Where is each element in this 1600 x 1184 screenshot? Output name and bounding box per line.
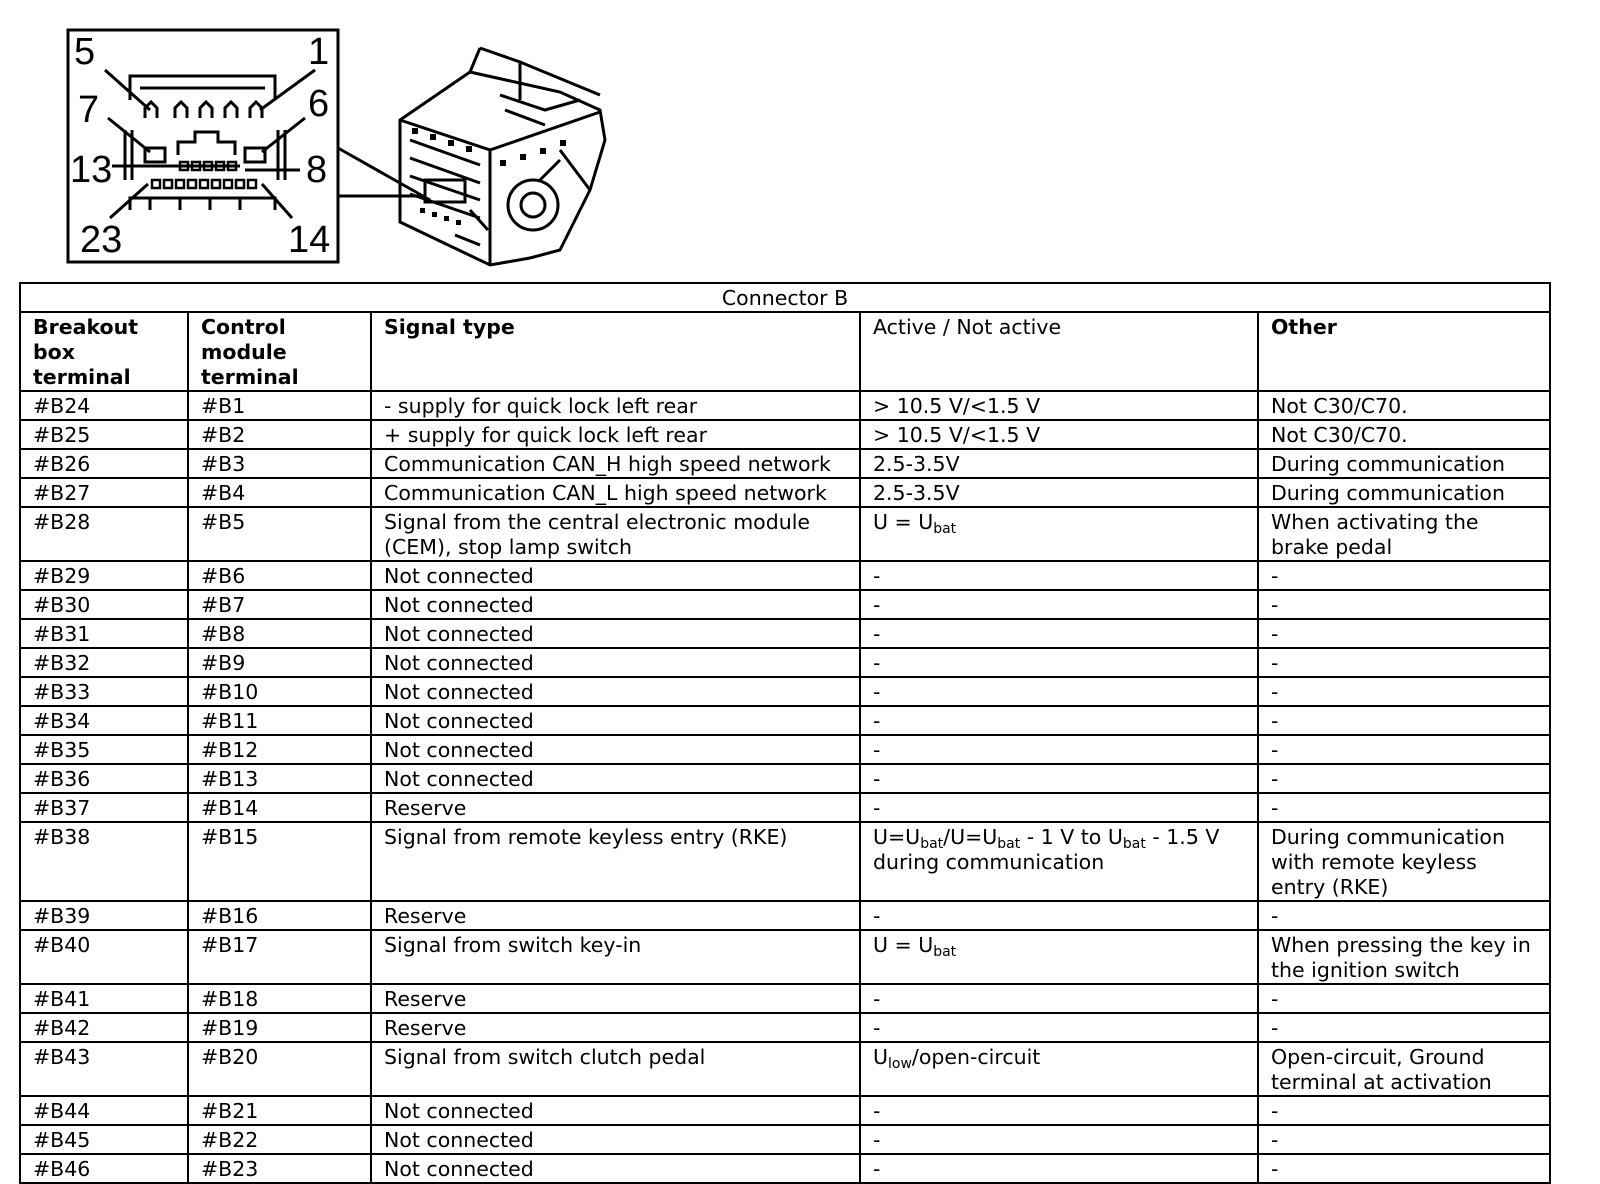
cell-signal-type: Reserve (371, 793, 860, 822)
cell-signal-type: Not connected (371, 619, 860, 648)
cell-control-terminal: #B23 (188, 1154, 371, 1183)
cell-breakout-terminal: #B42 (20, 1013, 188, 1042)
cell-signal-type: Signal from switch clutch pedal (371, 1042, 860, 1096)
cell-breakout-terminal: #B41 (20, 984, 188, 1013)
cell-signal-type: Not connected (371, 648, 860, 677)
cell-control-terminal: #B3 (188, 449, 371, 478)
cell-signal-type: Reserve (371, 984, 860, 1013)
cell-control-terminal: #B8 (188, 619, 371, 648)
cell-signal-type: Communication CAN_L high speed network (371, 478, 860, 507)
cell-control-terminal: #B16 (188, 901, 371, 930)
cell-active-not-active: - (860, 561, 1258, 590)
cell-control-terminal: #B22 (188, 1125, 371, 1154)
cell-other: - (1258, 1125, 1550, 1154)
subscript: low (888, 1056, 912, 1072)
cell-breakout-terminal: #B43 (20, 1042, 188, 1096)
cell-active-not-active: $U = U_{bat}$ (860, 930, 1258, 984)
cell-other: Open-circuit, Ground terminal at activation (1258, 1042, 1550, 1096)
table-caption: Connector B (20, 283, 1550, 312)
subscript: bat (933, 521, 957, 537)
connector-face-drawing (105, 70, 315, 218)
table-row (20, 822, 1550, 901)
cell-control-terminal: #B1 (188, 391, 371, 420)
header-control-module-terminal: Control module terminal (188, 312, 371, 391)
cell-control-terminal: #B4 (188, 478, 371, 507)
header-breakout-box-terminal: Breakout box terminal (20, 312, 188, 391)
caption-row (20, 283, 1550, 312)
cell-control-terminal: #B20 (188, 1042, 371, 1096)
cell-breakout-terminal: #B35 (20, 735, 188, 764)
header-signal-type: Signal type (371, 312, 860, 391)
cell-active-not-active: - (860, 590, 1258, 619)
cell-control-terminal: #B21 (188, 1096, 371, 1125)
cell-signal-type: Not connected (371, 561, 860, 590)
cell-other: - (1258, 648, 1550, 677)
cell-other: - (1258, 901, 1550, 930)
cell-breakout-terminal: #B34 (20, 706, 188, 735)
cell-active-not-active: - (860, 1154, 1258, 1183)
cell-active-not-active: - (860, 901, 1258, 930)
cell-signal-type: Not connected (371, 1125, 860, 1154)
cell-other: - (1258, 677, 1550, 706)
table-body (20, 391, 1550, 1183)
cell-breakout-terminal: #B29 (20, 561, 188, 590)
cell-active-not-active: - (860, 1096, 1258, 1125)
cell-active-not-active: - (860, 706, 1258, 735)
table-row (20, 901, 1550, 930)
cell-breakout-terminal: #B30 (20, 590, 188, 619)
cell-signal-type: Reserve (371, 1013, 860, 1042)
cell-other: - (1258, 984, 1550, 1013)
cell-control-terminal: #B13 (188, 764, 371, 793)
cell-breakout-terminal: #B24 (20, 391, 188, 420)
cell-signal-type: Not connected (371, 735, 860, 764)
pin-label-7: 7 (78, 89, 100, 131)
cell-control-terminal: #B11 (188, 706, 371, 735)
cell-other: When activating the brake pedal (1258, 507, 1550, 561)
control-module-illustration (400, 48, 605, 265)
cell-control-terminal: #B7 (188, 590, 371, 619)
table-row (20, 930, 1550, 984)
cell-breakout-terminal: #B33 (20, 677, 188, 706)
cell-other: - (1258, 793, 1550, 822)
cell-breakout-terminal: #B26 (20, 449, 188, 478)
cell-control-terminal: #B18 (188, 984, 371, 1013)
cell-other: - (1258, 561, 1550, 590)
cell-breakout-terminal: #B32 (20, 648, 188, 677)
cell-control-terminal: #B19 (188, 1013, 371, 1042)
cell-breakout-terminal: #B37 (20, 793, 188, 822)
cell-breakout-terminal: #B25 (20, 420, 188, 449)
cell-signal-type: Signal from switch key-in (371, 930, 860, 984)
cell-other: Not C30/C70. (1258, 391, 1550, 420)
cell-signal-type: Not connected (371, 1096, 860, 1125)
connector-b-table (19, 282, 1551, 1184)
cell-control-terminal: #B9 (188, 648, 371, 677)
cell-signal-type: Not connected (371, 706, 860, 735)
cell-breakout-terminal: #B38 (20, 822, 188, 901)
cell-active-not-active: > 10.5 V/<1.5 V (860, 420, 1258, 449)
cell-other: During communication with remote keyless entry (RKE) (1258, 822, 1550, 901)
cell-signal-type: Not connected (371, 677, 860, 706)
connector-diagram (0, 0, 640, 280)
header-row (20, 312, 1550, 391)
table-row (20, 984, 1550, 1013)
cell-breakout-terminal: #B44 (20, 1096, 188, 1125)
cell-control-terminal: #B14 (188, 793, 371, 822)
cell-active-not-active: - (860, 764, 1258, 793)
table-row (20, 507, 1550, 561)
table-row (20, 1125, 1550, 1154)
cell-other: - (1258, 735, 1550, 764)
table-row (20, 619, 1550, 648)
table-row (20, 648, 1550, 677)
pin-label-13: 13 (70, 149, 113, 191)
cell-control-terminal: #B2 (188, 420, 371, 449)
cell-active-not-active: $U=U_{bat}/U=U_{bat} - 1$ V to $U_{bat} - 1.5$ V during communication (860, 822, 1258, 901)
cell-control-terminal: #B12 (188, 735, 371, 764)
pin-label-8: 8 (306, 149, 328, 191)
cell-other: - (1258, 764, 1550, 793)
table-row (20, 1096, 1550, 1125)
cell-breakout-terminal: #B31 (20, 619, 188, 648)
cell-active-not-active: - (860, 677, 1258, 706)
cell-active-not-active: - (860, 735, 1258, 764)
cell-breakout-terminal: #B40 (20, 930, 188, 984)
cell-signal-type: Not connected (371, 1154, 860, 1183)
cell-active-not-active: $U = U_{bat}$ (860, 507, 1258, 561)
table-row (20, 706, 1550, 735)
table-row (20, 420, 1550, 449)
cell-signal-type: Communication CAN_H high speed network (371, 449, 860, 478)
table-row (20, 478, 1550, 507)
table-row (20, 391, 1550, 420)
cell-other: Not C30/C70. (1258, 420, 1550, 449)
cell-other: - (1258, 619, 1550, 648)
cell-active-not-active: - (860, 793, 1258, 822)
cell-signal-type: Not connected (371, 764, 860, 793)
cell-breakout-terminal: #B39 (20, 901, 188, 930)
table-row (20, 1013, 1550, 1042)
table-row (20, 764, 1550, 793)
cell-active-not-active: - (860, 619, 1258, 648)
table-row (20, 1154, 1550, 1183)
cell-breakout-terminal: #B27 (20, 478, 188, 507)
cell-active-not-active: $U_{low}/open$-circuit (860, 1042, 1258, 1096)
cell-control-terminal: #B15 (188, 822, 371, 901)
pin-label-5: 5 (74, 31, 96, 73)
cell-active-not-active: - (860, 1013, 1258, 1042)
cell-control-terminal: #B5 (188, 507, 371, 561)
table-row (20, 561, 1550, 590)
cell-active-not-active: - (860, 648, 1258, 677)
header-other: Other (1258, 312, 1550, 391)
table-row (20, 677, 1550, 706)
cell-signal-type: Reserve (371, 901, 860, 930)
table-row (20, 449, 1550, 478)
cell-active-not-active: - (860, 984, 1258, 1013)
cell-other: - (1258, 706, 1550, 735)
subscript: bat (920, 836, 944, 852)
cell-other: - (1258, 590, 1550, 619)
cell-active-not-active: > 10.5 V/<1.5 V (860, 391, 1258, 420)
subscript: bat (1122, 836, 1146, 852)
cell-other: During communication (1258, 449, 1550, 478)
cell-control-terminal: #B17 (188, 930, 371, 984)
cell-other: - (1258, 1096, 1550, 1125)
cell-other: When pressing the key in the ignition switch (1258, 930, 1550, 984)
cell-other: - (1258, 1013, 1550, 1042)
pin-label-23: 23 (80, 219, 123, 261)
cell-breakout-terminal: #B36 (20, 764, 188, 793)
cell-other: During communication (1258, 478, 1550, 507)
pin-label-14: 14 (288, 219, 331, 261)
subscript: bat (933, 944, 957, 960)
subscript: bat (997, 836, 1021, 852)
table-row (20, 793, 1550, 822)
cell-signal-type: - supply for quick lock left rear (371, 391, 860, 420)
table-row (20, 735, 1550, 764)
pin-label-1: 1 (308, 31, 330, 73)
cell-signal-type: + supply for quick lock left rear (371, 420, 860, 449)
pin-row-bottom (152, 180, 256, 188)
cell-active-not-active: 2.5-3.5V (860, 478, 1258, 507)
cell-signal-type: Not connected (371, 590, 860, 619)
cell-breakout-terminal: #B28 (20, 507, 188, 561)
cell-breakout-terminal: #B46 (20, 1154, 188, 1183)
cell-active-not-active: 2.5-3.5V (860, 449, 1258, 478)
cell-control-terminal: #B10 (188, 677, 371, 706)
cell-other: - (1258, 1154, 1550, 1183)
pin-label-6: 6 (308, 83, 330, 125)
table-row (20, 1042, 1550, 1096)
cell-breakout-terminal: #B45 (20, 1125, 188, 1154)
leader-line (338, 148, 430, 200)
cell-signal-type: Signal from the central electronic module (CEM), stop lamp switch (371, 507, 860, 561)
cell-control-terminal: #B6 (188, 561, 371, 590)
cell-active-not-active: - (860, 1125, 1258, 1154)
cell-signal-type: Signal from remote keyless entry (RKE) (371, 822, 860, 901)
table-row (20, 590, 1550, 619)
header-active-not-active: Active / Not active (860, 312, 1258, 391)
